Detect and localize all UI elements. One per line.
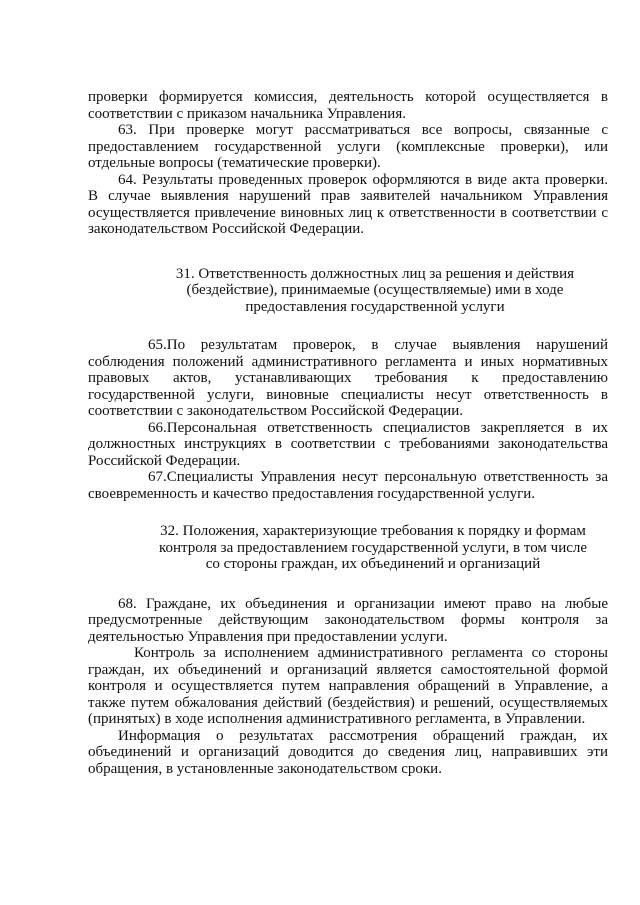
paragraph-continuation: проверки формируется комиссия, деятельность которой осуществляется в соответствии с приказом начальника Управления. <box>88 89 608 122</box>
paragraph-67-text: Специалисты Управления несут персональную ответственность за своевременность и качество предоставления государственной услуги. <box>88 469 608 502</box>
paragraph-68-control: Контроль за исполнением административного регламента со стороны граждан, их объединений и организаций является самостоятельной формой контроля и осуществляется путем направления обращений в Управление, а также путем обжалования действий (бездействия) и решений, осуществляемых (принятых) в ходе исполнения административного регламента, в Управлении. <box>88 645 608 727</box>
section-heading-32-line-1: 32. Положения, характеризующие требования к порядку и формам <box>160 523 586 539</box>
paragraph-68-information: Информация о результатах рассмотрения обращений граждан, их объединений и организаций доводится до сведения лиц, направивших эти обращения, в установленные законодательством сроки. <box>88 727 608 777</box>
paragraph-63: 63. При проверке могут рассматриваться все вопросы, связанные с предоставлением государственной услуги (комплексные проверки), или отдельные вопросы (тематические проверки). <box>88 122 608 171</box>
section-heading-31-line-1: 31. Ответственность должностных лиц за решения и действия <box>175 265 575 282</box>
paragraph-66-text: Персональная ответственность специалистов закрепляется в их должностных инструкциях в соответствии с требованиями законодательства Российской Федерации. <box>88 419 608 469</box>
paragraph-64: 64. Результаты проведенных проверок оформляются в виде акта проверки. В случае выявления нарушений прав заявителей начальником Управления осуществляется привлечение виновных лиц к ответственности в соответствии с законодательством Российской Федерации. <box>88 171 608 237</box>
section-heading-32-line-2: контроля за предоставлением государственной услуги, в том числе <box>158 539 588 556</box>
paragraph-68: 68. Граждане, их объединения и организации имеют право на любые предусмотренные действующим законодательством формы контроля за деятельностью Управления при предоставлении услуги. <box>88 595 608 645</box>
paragraph-67-number: 67. <box>148 469 167 485</box>
paragraph-65-number: 65. <box>148 337 167 353</box>
paragraph-67 <box>88 469 608 502</box>
section-heading-32-line-3: со стороны граждан, их объединений и организаций <box>205 556 541 572</box>
section-heading-31 <box>88 266 608 316</box>
paragraph-65-text: По результатам проверок, в случае выявления нарушений соблюдения положений административного регламента и иных нормативных правовых актов, устанавливающих требования к предоставлению государственной услуги, виновные специалисты несут ответственность в соответствии с законодательством Российской Федерации. <box>88 337 608 419</box>
paragraph-66 <box>88 420 608 470</box>
section-heading-32 <box>88 523 608 573</box>
section-heading-31-line-3: предоставления государственной услуги <box>245 298 505 315</box>
section-heading-31-line-2: (бездействие), принимаемые (осуществляемые) ими в ходе <box>186 282 564 298</box>
paragraph-65 <box>88 337 608 420</box>
paragraph-66-number: 66. <box>148 419 167 436</box>
